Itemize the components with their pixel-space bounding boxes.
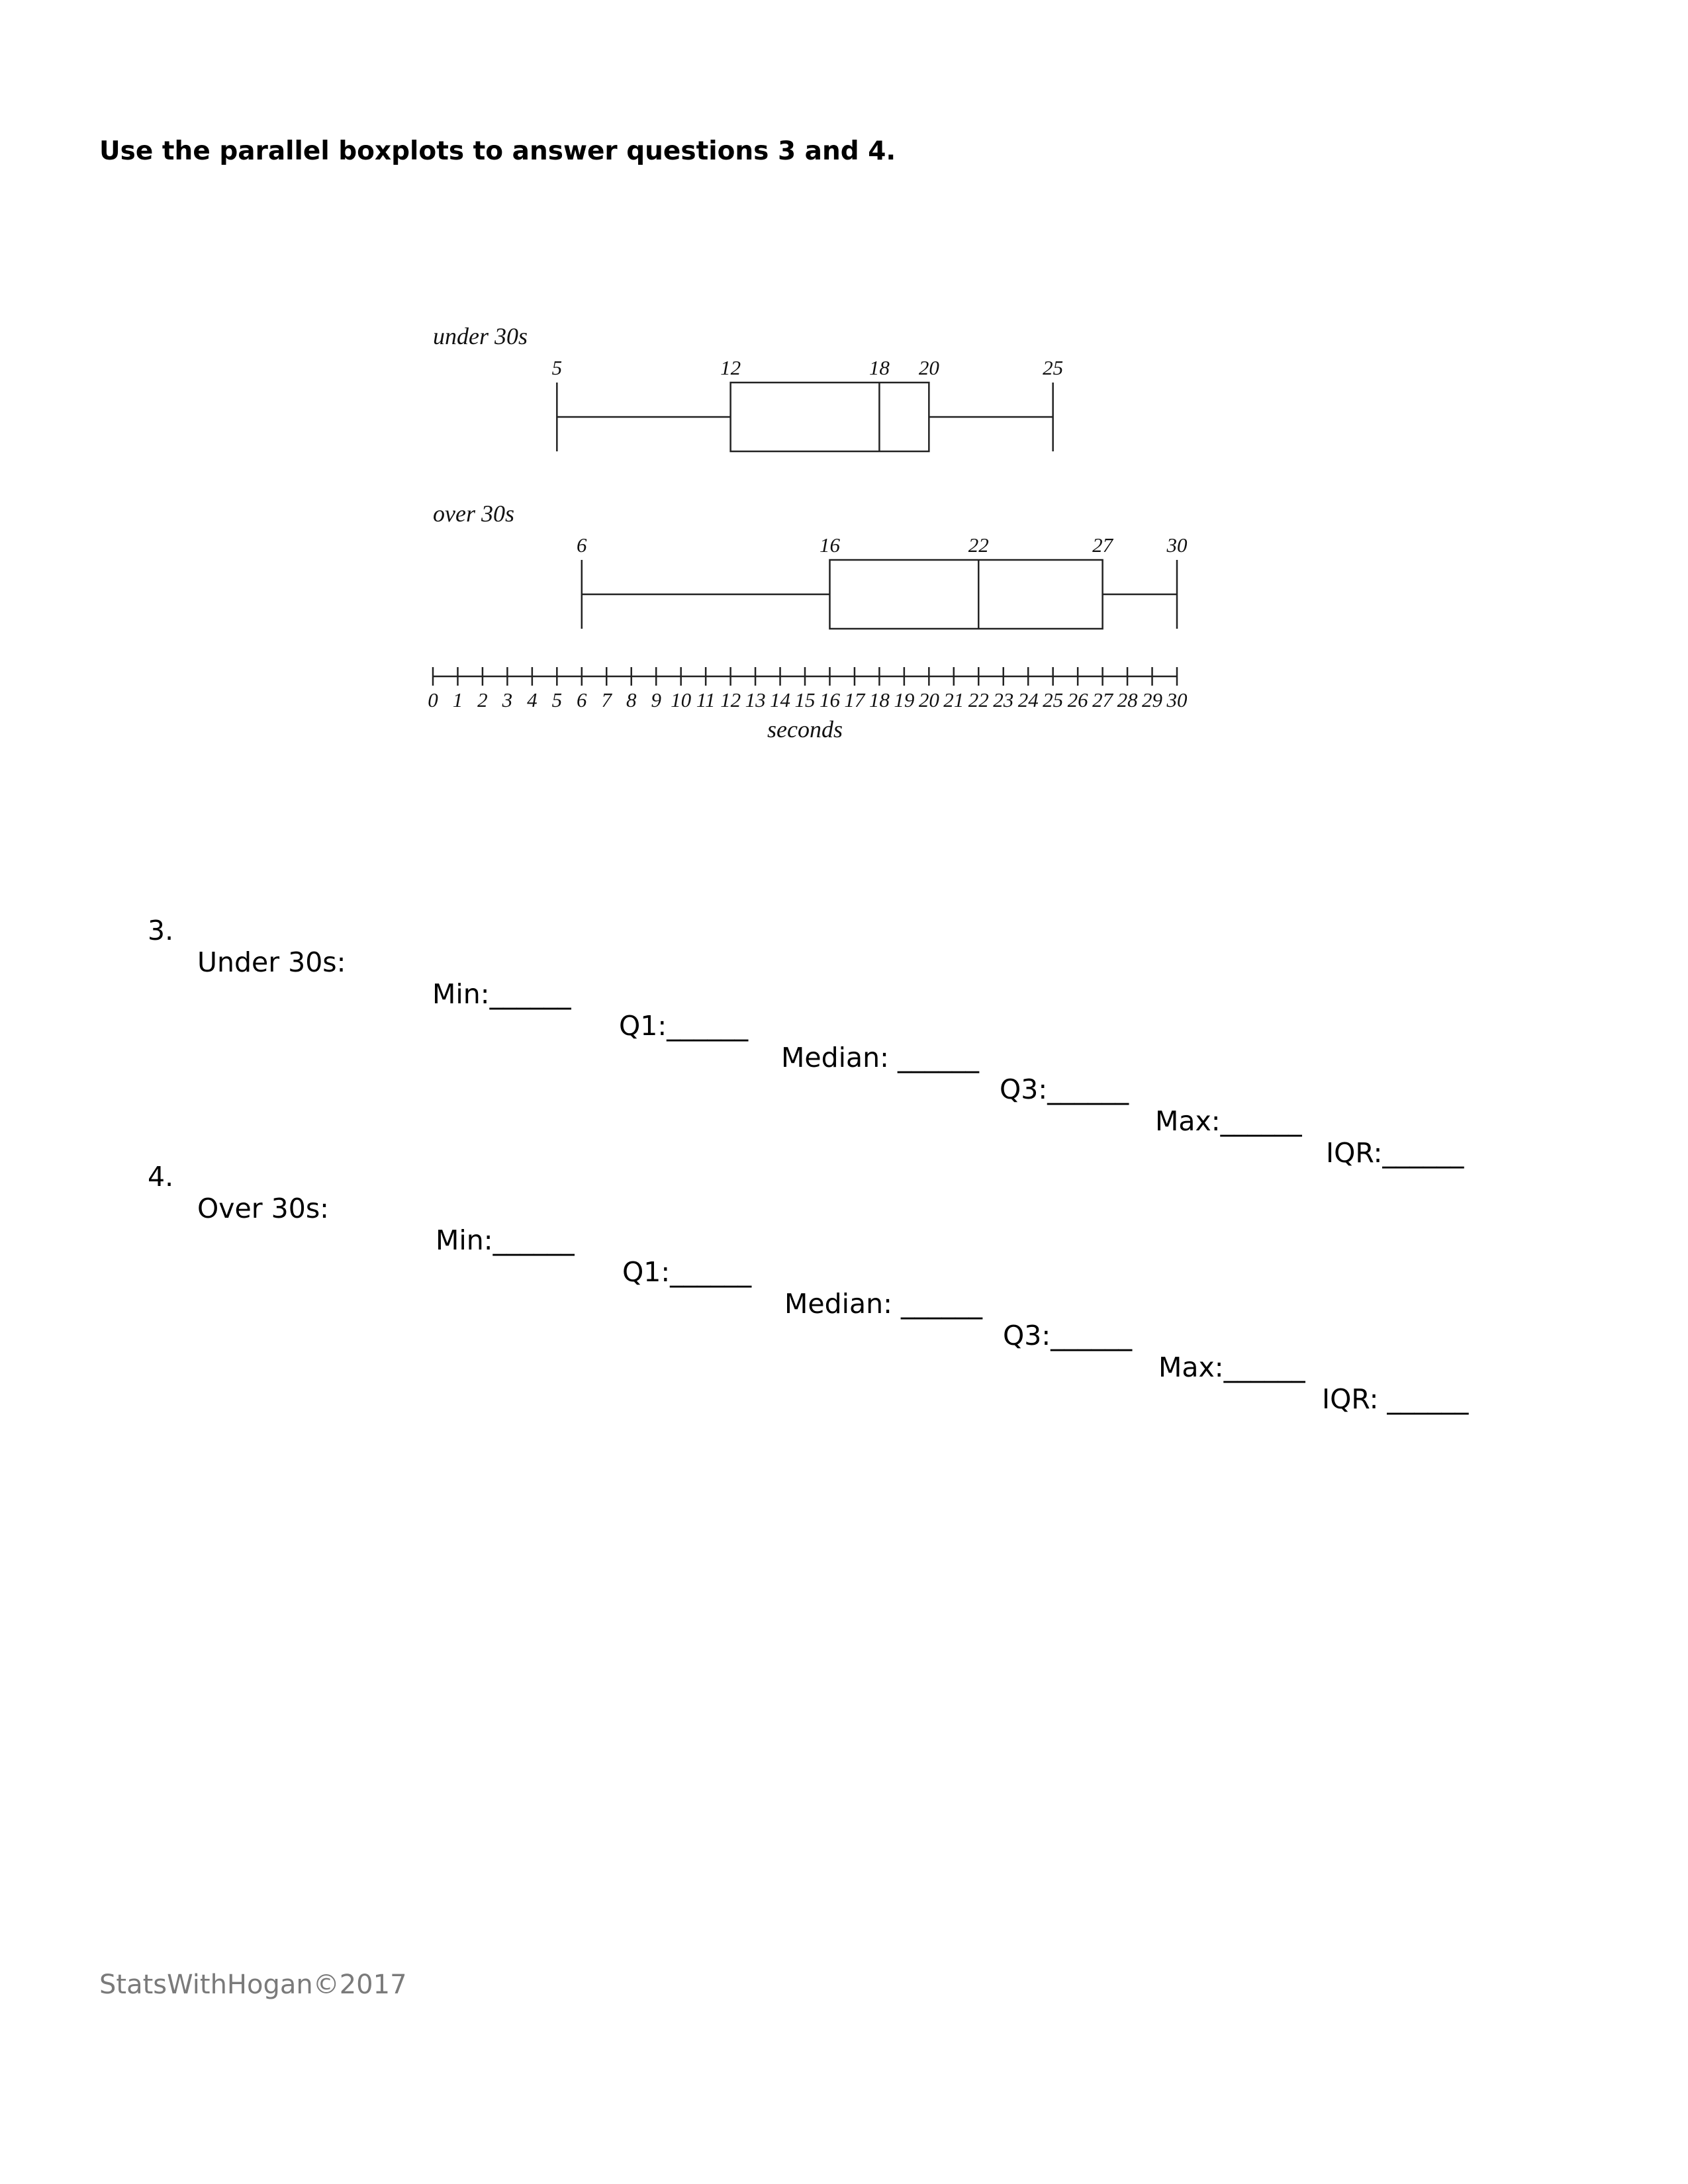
x-tick-label: 17 bbox=[844, 688, 865, 711]
series-2-max-label: 30 bbox=[1166, 533, 1188, 557]
question-4-q3-field[interactable]: Q3:______ bbox=[1003, 1320, 1133, 1351]
series-2-q1-label: 16 bbox=[819, 533, 840, 557]
x-tick-label: 30 bbox=[1166, 688, 1188, 711]
x-tick-label: 3 bbox=[502, 688, 513, 711]
x-tick-label: 20 bbox=[918, 688, 939, 711]
x-tick-label: 23 bbox=[993, 688, 1014, 711]
question-4-median-field[interactable]: Median: ______ bbox=[784, 1288, 982, 1320]
x-tick-label: 9 bbox=[651, 688, 661, 711]
question-3-label: Under 30s: bbox=[197, 946, 346, 978]
x-tick-label: 28 bbox=[1117, 688, 1138, 711]
question-3-number: 3. bbox=[148, 915, 174, 946]
x-tick-label: 15 bbox=[794, 688, 816, 711]
question-4 bbox=[0, 1129, 1469, 1415]
x-tick-label: 27 bbox=[1092, 688, 1113, 711]
series-1-name-label: under 30s bbox=[433, 323, 528, 349]
series-2-name-label: over 30s bbox=[433, 500, 514, 527]
series-2-q3-label: 27 bbox=[1092, 533, 1113, 557]
x-tick-label: 14 bbox=[770, 688, 791, 711]
question-3 bbox=[0, 883, 1464, 1169]
question-4-number: 4. bbox=[148, 1161, 174, 1193]
x-tick-label: 0 bbox=[428, 688, 438, 711]
x-tick-label: 11 bbox=[696, 688, 716, 711]
question-3-q1-field[interactable]: Q1:______ bbox=[619, 1010, 749, 1042]
x-tick-label: 25 bbox=[1043, 688, 1064, 711]
x-tick-label: 29 bbox=[1142, 688, 1163, 711]
x-tick-label: 10 bbox=[671, 688, 692, 711]
x-tick-label: 4 bbox=[527, 688, 538, 711]
series-1-min-label: 5 bbox=[551, 356, 563, 379]
series-2-min-label: 6 bbox=[577, 533, 587, 557]
x-tick-label: 22 bbox=[968, 688, 989, 711]
series-1-box bbox=[731, 383, 929, 451]
series-2-median-label: 22 bbox=[968, 533, 989, 557]
x-tick-label: 7 bbox=[601, 688, 612, 711]
x-tick-label: 24 bbox=[1017, 688, 1039, 711]
series-1-q1-label: 12 bbox=[720, 356, 741, 379]
question-4-min-field[interactable]: Min:______ bbox=[436, 1224, 575, 1256]
question-4-iqr-field[interactable]: IQR: ______ bbox=[1322, 1383, 1469, 1415]
x-tick-label: 26 bbox=[1067, 688, 1088, 711]
x-axis-label: seconds bbox=[767, 716, 843, 743]
question-3-min-field[interactable]: Min:______ bbox=[432, 978, 571, 1010]
x-tick-label: 6 bbox=[577, 688, 587, 711]
x-tick-label: 19 bbox=[894, 688, 915, 711]
series-1-max-label: 25 bbox=[1043, 356, 1064, 379]
series-1-median-label: 18 bbox=[868, 356, 890, 379]
x-tick-label: 18 bbox=[868, 688, 890, 711]
x-tick-label: 21 bbox=[943, 688, 964, 711]
x-tick-label: 5 bbox=[551, 688, 563, 711]
footer-copyright: StatsWithHogan©2017 bbox=[99, 1970, 407, 2000]
question-4-label: Over 30s: bbox=[197, 1193, 329, 1224]
x-tick-label: 12 bbox=[720, 688, 741, 711]
question-3-q3-field[interactable]: Q3:______ bbox=[1000, 1073, 1129, 1105]
parallel-boxplot-chart bbox=[0, 0, 1688, 794]
x-tick-label: 13 bbox=[745, 688, 766, 711]
question-4-q1-field[interactable]: Q1:______ bbox=[622, 1256, 752, 1288]
question-3-max-field[interactable]: Max:______ bbox=[1155, 1105, 1302, 1137]
question-3-median-field[interactable]: Median: ______ bbox=[781, 1042, 979, 1073]
x-tick-label: 16 bbox=[819, 688, 840, 711]
series-2-box bbox=[829, 560, 1102, 629]
instruction-heading: Use the parallel boxplots to answer questions 3 and 4. bbox=[99, 136, 896, 166]
question-3-iqr-field[interactable]: IQR:______ bbox=[1326, 1137, 1464, 1169]
series-1-q3-label: 20 bbox=[918, 356, 939, 379]
x-tick-label: 1 bbox=[452, 688, 463, 711]
question-4-max-field[interactable]: Max:______ bbox=[1158, 1351, 1305, 1383]
x-tick-label: 2 bbox=[477, 688, 488, 711]
x-tick-label: 8 bbox=[626, 688, 637, 711]
